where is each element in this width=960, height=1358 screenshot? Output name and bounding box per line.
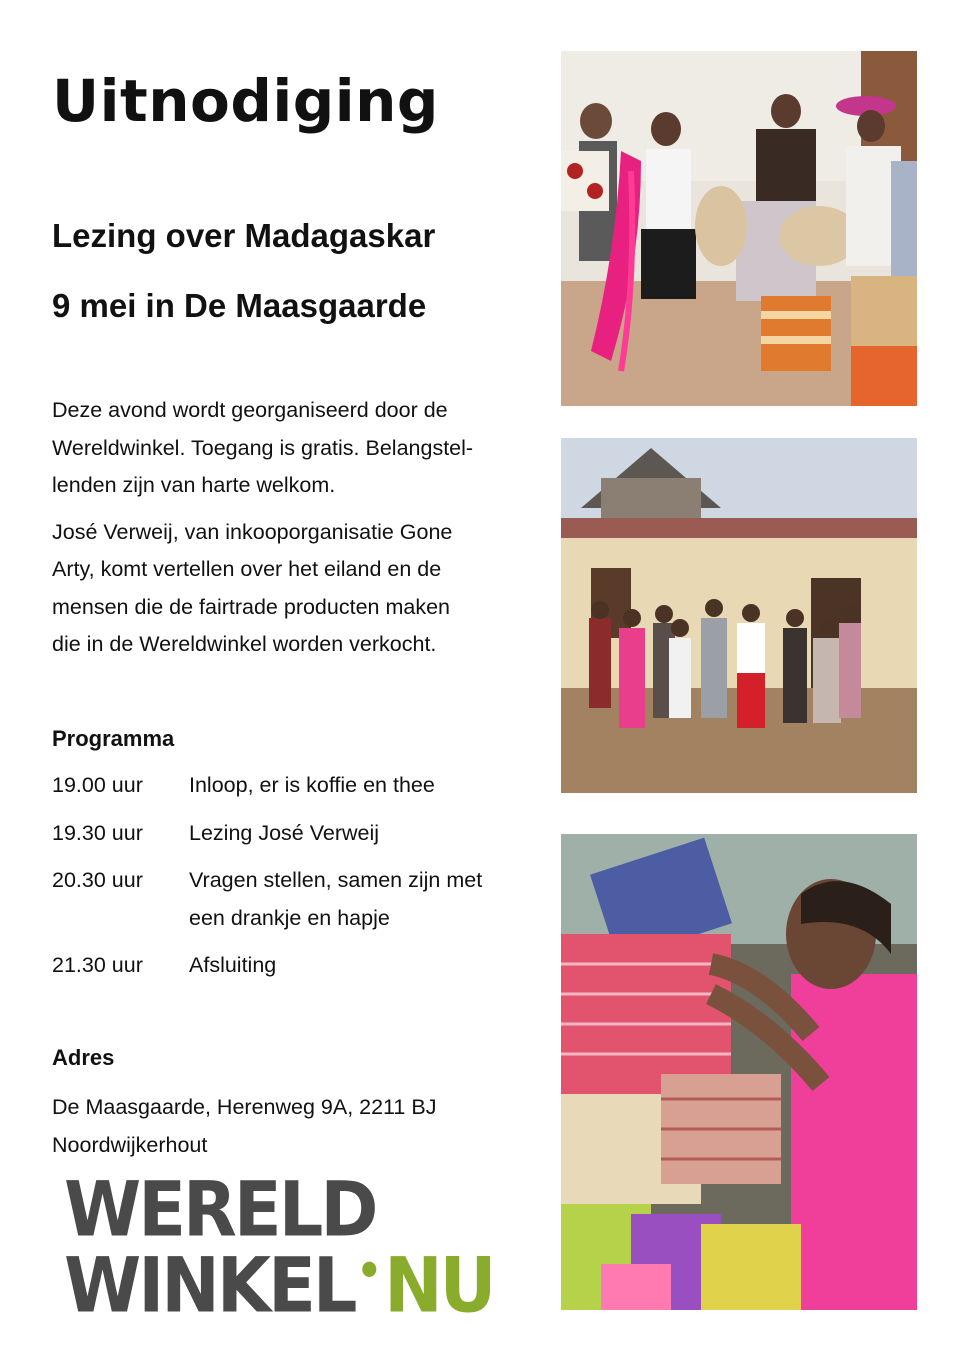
intro-line: José Verweij, van inkooporganisatie Gone [52, 519, 453, 544]
intro-line: Arty, komt vertellen over het eiland en de [52, 557, 442, 581]
intro-paragraph-1 [52, 392, 522, 505]
programma-time: 19.00 uur [52, 773, 143, 797]
programma-description-line: Lezing José Verweij [189, 820, 380, 845]
intro-text [52, 392, 522, 673]
address-block [52, 1089, 492, 1164]
programma-description-line: Vragen stellen, samen zijn met [189, 868, 483, 892]
address-line-city: Noordwijkerhout [52, 1132, 208, 1157]
photo-woman-with-woven-bags [561, 834, 917, 1310]
programma-description-line: Inloop, er is koffie en thee [189, 773, 435, 797]
intro-line: mensen die de fairtrade producten maken [52, 594, 450, 619]
programma-list [52, 767, 532, 995]
programma-description-line: een drankje en hapje [189, 905, 390, 930]
programma-item [52, 947, 532, 985]
event-date-location: 9 mei in De Maasgaarde [52, 287, 427, 324]
intro-line: lenden zijn van harte welkom. [52, 473, 336, 497]
programma-time: 21.30 uur [52, 953, 143, 977]
programma-description-line: Afsluiting [189, 953, 277, 977]
programma-description [189, 767, 532, 805]
address-line-street: De Maasgaarde, Herenweg 9A, 2211 BJ [52, 1095, 437, 1119]
intro-line: Wereldwinkel. Toegang is gratis. Belangstel- [52, 435, 474, 460]
programma-heading: Programma [52, 726, 175, 751]
logo-line-1: WERELD [64, 1165, 376, 1254]
wereldwinkel-logo [64, 1165, 524, 1330]
programma-description [189, 862, 532, 937]
programma-description [189, 947, 532, 985]
programma-item [52, 862, 532, 937]
event-subtitle: Lezing over Madagaskar [52, 217, 436, 254]
programma-time: 20.30 uur [52, 868, 143, 892]
logo-line-2 [64, 1238, 524, 1330]
intro-paragraph-2 [52, 514, 522, 664]
programma-description [189, 815, 532, 853]
programma-item [52, 815, 532, 853]
photo-group-in-front-of-building [561, 438, 917, 793]
photo-women-with-baskets [561, 51, 917, 406]
intro-line: die in de Wereldwinkel worden verkocht. [52, 632, 437, 656]
programma-time: 19.30 uur [52, 820, 143, 845]
adres-heading: Adres [52, 1045, 115, 1070]
page-title: Uitnodiging [52, 67, 439, 135]
intro-line: Deze avond wordt georganiseerd door de [52, 398, 448, 422]
logo-dot-icon: • [356, 1246, 383, 1297]
logo-word-nu: NU [384, 1241, 494, 1330]
programma-item [52, 767, 532, 805]
logo-word-winkel: WINKEL [64, 1241, 355, 1330]
